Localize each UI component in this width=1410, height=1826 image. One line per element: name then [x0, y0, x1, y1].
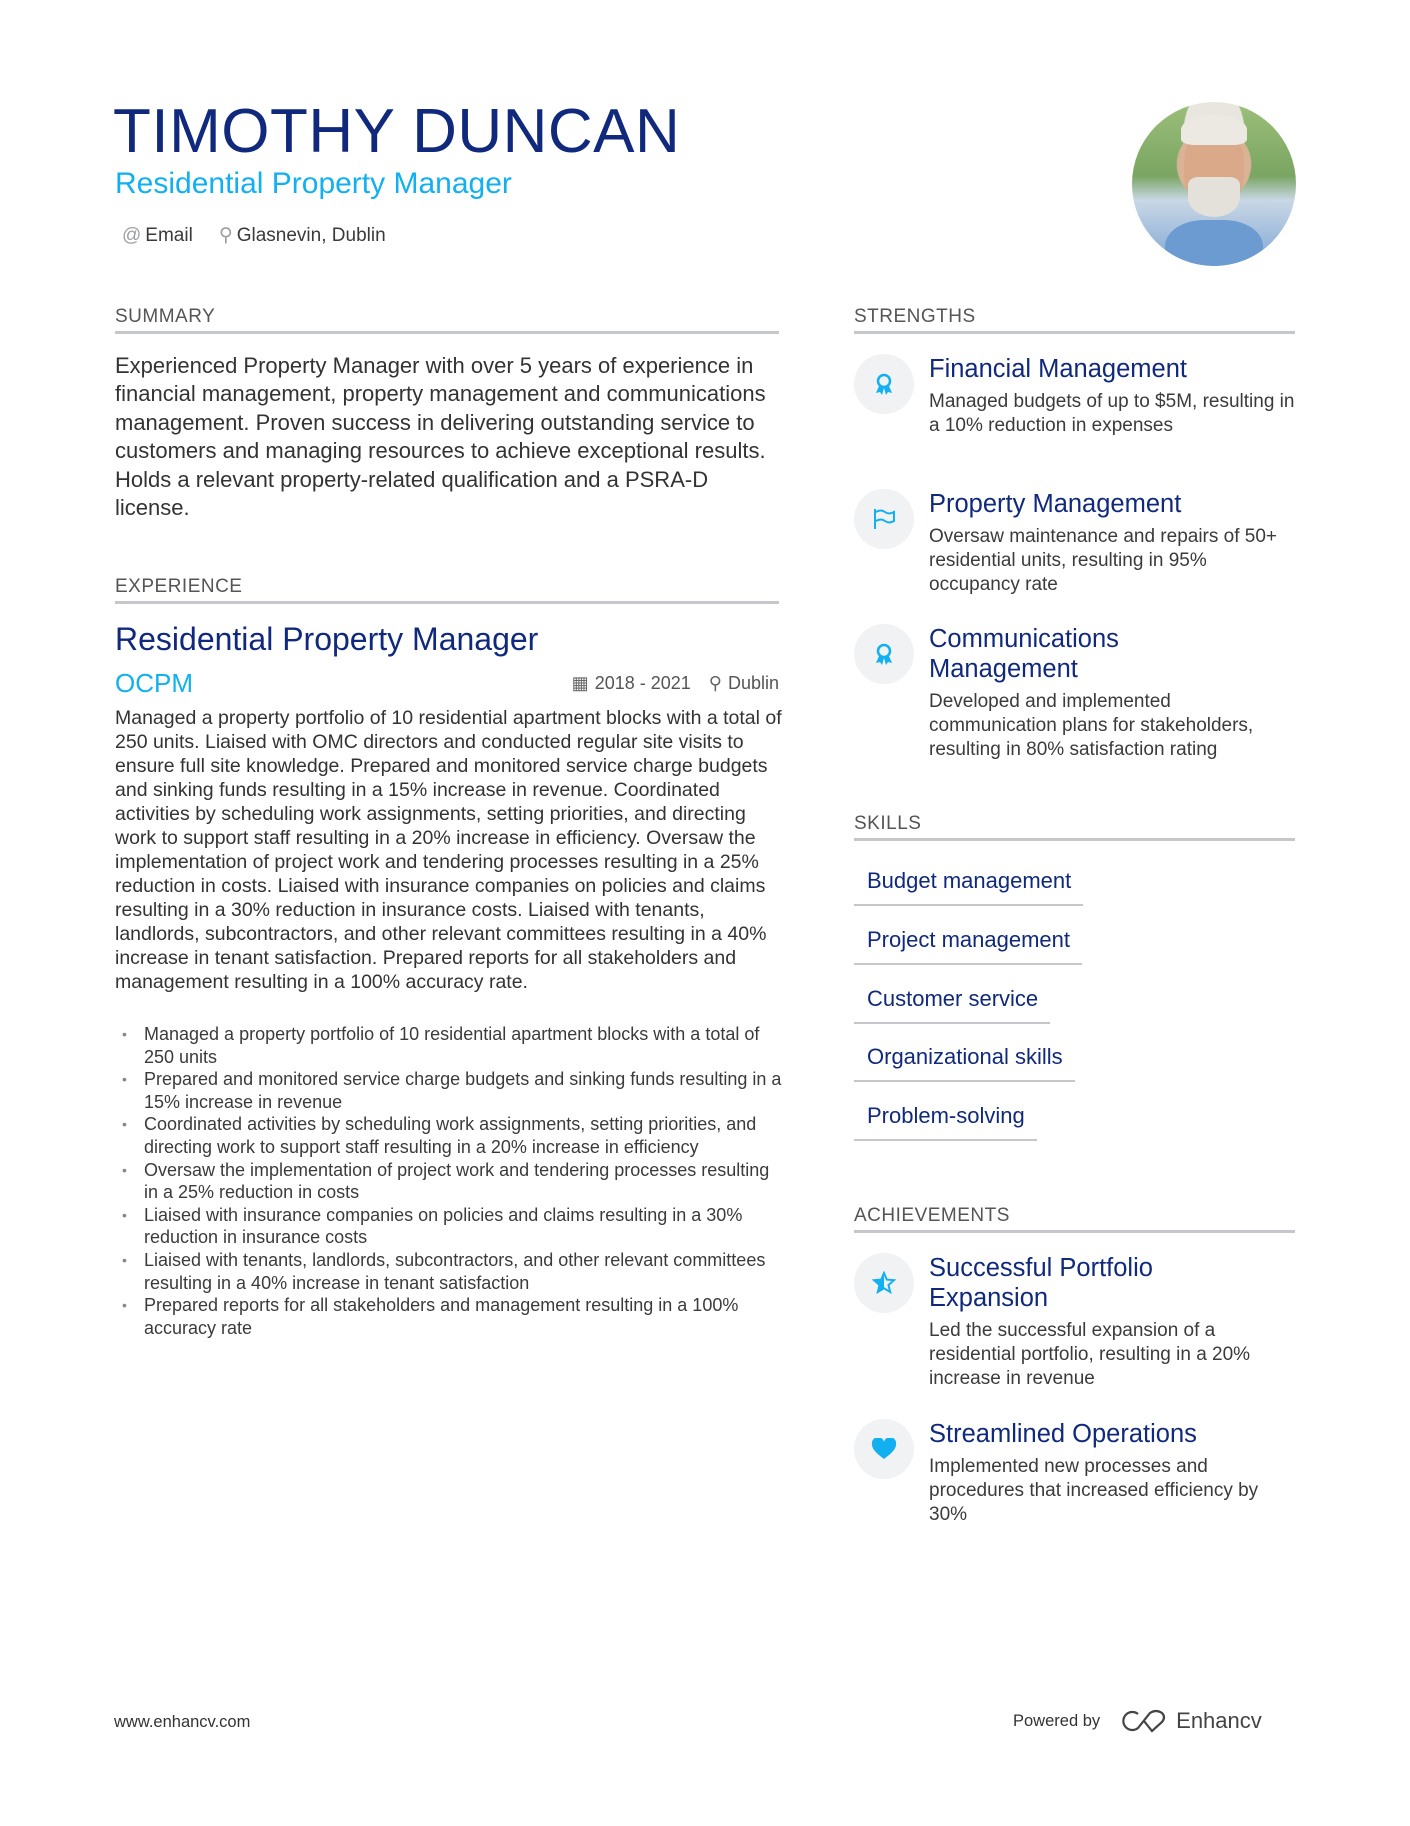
footer-website-link[interactable]: www.enhancv.com: [114, 1713, 251, 1731]
job-title: Residential Property Manager: [115, 621, 539, 657]
experience-divider: [115, 601, 779, 604]
list-item: • Coordinated activities by scheduling work assignments, setting priorities, and directing work to support staff resulting in a 20% increase in efficiency: [115, 1113, 785, 1158]
experience-heading: EXPERIENCE: [115, 576, 243, 597]
list-item: • Prepared reports for all stakeholders and management resulting in a 100% accuracy rate: [115, 1294, 785, 1339]
calendar-icon: ▦: [571, 673, 589, 693]
enhancv-logo[interactable]: Enhancv: [1122, 1708, 1262, 1734]
powered-by-label: Powered by: [1013, 1711, 1101, 1730]
location-pin-icon: ⚲: [708, 673, 722, 693]
location-pin-icon: ⚲: [218, 225, 233, 246]
strength-item: Communications Management Developed and implemented communication plans for stakeholders, resulting in 80% satisfaction rating: [854, 624, 1299, 762]
achievements-divider: [854, 1230, 1295, 1233]
achievements-heading: ACHIEVEMENTS: [854, 1205, 1010, 1226]
skills-divider: [854, 838, 1295, 841]
enhancv-logo-icon: [1122, 1709, 1168, 1733]
job-description: Managed a property portfolio of 10 residential apartment blocks with a total of 250 units. Liaised with OMC directors and conducted regular site visits to ensure full site knowledge. Prepared and monitored service charge budgets and sinking funds resulting in a 15% increase in revenue. Coordinated activities by scheduling work assignments, setting priorities, and directing work to support staff resulting in a 20% increase in efficiency. Oversaw the implementation of project work and tendering processes resulting in a 25% reduction in costs. Liaised with insurance companies on policies and claims resulting in a 30% reduction in insurance costs. Liaised with tenants, landlords, subcontractors, and other relevant committees resulting in a 40% increase in tenant satisfaction. Prepared reports for all stakeholders and management resulting in a 100% accuracy rate.: [115, 707, 782, 993]
job-dates: ▦ 2018 - 2021: [571, 673, 691, 693]
profile-photo: [1132, 102, 1296, 266]
strength-item: Financial Management Managed budgets of up to $5M, resulting in a 10% reduction in expenses: [854, 354, 1299, 438]
list-item: • Oversaw the implementation of project work and tendering processes resulting in a 25% reduction in costs: [115, 1159, 785, 1204]
contact-email[interactable]: @ Email: [122, 224, 193, 246]
job-meta: [572, 673, 779, 694]
at-icon: @: [122, 224, 142, 246]
company-name: OCPM: [115, 668, 193, 698]
skill-tag: Budget management: [854, 868, 1083, 906]
strengths-divider: [854, 331, 1295, 334]
candidate-title: Residential Property Manager: [115, 167, 512, 200]
contact-info: [122, 224, 386, 247]
strength-item: Property Management Oversaw maintenance and repairs of 50+ residential units, resulting in 95% occupancy rate: [854, 489, 1299, 597]
candidate-name: TIMOTHY DUNCAN: [113, 97, 681, 166]
summary-heading: SUMMARY: [115, 306, 216, 327]
skill-tag: Organizational skills: [854, 1044, 1075, 1082]
flag-icon: [854, 489, 914, 549]
contact-location: ⚲ Glasnevin, Dublin: [218, 225, 386, 246]
footer-branding: [1013, 1708, 1262, 1734]
skill-tag: Problem-solving: [854, 1103, 1037, 1141]
summary-divider: [115, 331, 779, 334]
skills-heading: SKILLS: [854, 813, 922, 834]
list-item: • Liaised with tenants, landlords, subcontractors, and other relevant committees resulting in a 40% increase in tenant satisfaction: [115, 1249, 785, 1294]
achievement-item: Successful Portfolio Expansion Led the successful expansion of a residential portfolio, resulting in a 20% increase in revenue: [854, 1253, 1299, 1391]
summary-text: Experienced Property Manager with over 5 years of experience in financial management, property management and communications management. Proven success in delivering outstanding service to customers and managing resources to achieve exceptional results. Holds a relevant property-related qualification and a PSRA-D license.: [115, 353, 766, 521]
skill-tag: Customer service: [854, 986, 1050, 1024]
list-item: • Liaised with insurance companies on policies and claims resulting in a 30% reduction in insurance costs: [115, 1204, 785, 1249]
star-icon: [854, 1253, 914, 1313]
award-ribbon-icon: [854, 624, 914, 684]
award-ribbon-icon: [854, 354, 914, 414]
job-bullets: [115, 1023, 785, 1339]
list-item: • Managed a property portfolio of 10 residential apartment blocks with a total of 250 units: [115, 1023, 785, 1068]
heart-icon: [854, 1419, 914, 1479]
strengths-heading: STRENGTHS: [854, 306, 976, 327]
job-location: ⚲ Dublin: [708, 673, 779, 693]
skill-tag: Project management: [854, 927, 1082, 965]
achievement-item: Streamlined Operations Implemented new processes and procedures that increased efficiency by 30%: [854, 1419, 1299, 1527]
list-item: • Prepared and monitored service charge budgets and sinking funds resulting in a 15% increase in revenue: [115, 1068, 785, 1113]
